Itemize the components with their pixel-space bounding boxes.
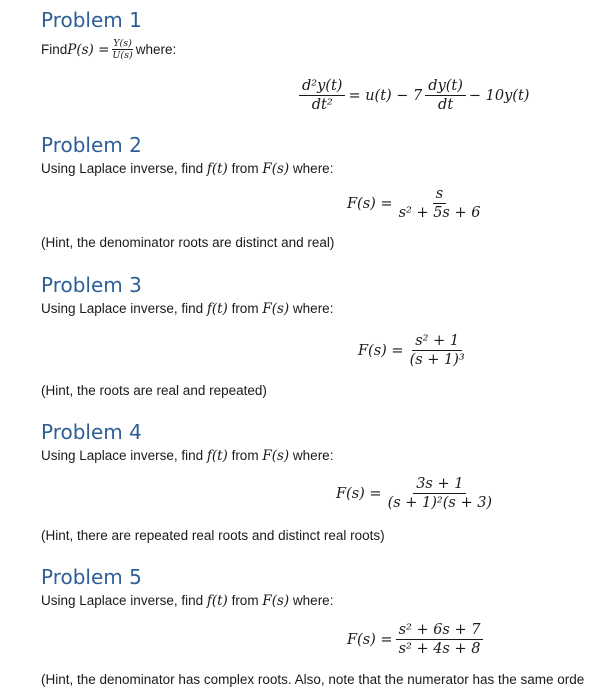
problem-4-equation — [336, 476, 498, 511]
problem-1-ratio-numerator: Y(s) — [113, 38, 132, 49]
problem-4-prompt — [41, 448, 333, 464]
problem-5-prompt-a: Using Laplace inverse, find — [41, 593, 207, 608]
problem-1-prompt — [41, 38, 176, 61]
problem-3-Fs: F(s) — [262, 301, 290, 317]
problem-3-numerator: s² + 1 — [412, 333, 462, 351]
problem-5-prompt — [41, 593, 333, 609]
problem-1-first-derivative — [425, 78, 466, 113]
problem-2-Fs: F(s) — [262, 161, 290, 177]
problem-5-denominator: s² + 4s + 8 — [398, 641, 481, 657]
problem-5-heading: Problem 5 — [41, 565, 142, 589]
problem-1-equation-middle: = u(t) − 7 — [348, 87, 423, 104]
problem-4-Fs: F(s) — [262, 448, 290, 464]
problem-5-prompt-c: where: — [289, 593, 334, 608]
problem-5-ft: f(t) — [206, 593, 228, 609]
problem-2-heading: Problem 2 — [41, 133, 142, 157]
problem-2-prompt — [41, 161, 333, 177]
problem-4-denominator: (s + 1)²(s + 3) — [387, 495, 493, 511]
problem-2-ft: f(t) — [206, 161, 228, 177]
problem-4-heading: Problem 4 — [41, 420, 142, 444]
problem-1-heading: Problem 1 — [41, 8, 142, 32]
problem-3-prompt-c: where: — [289, 301, 334, 316]
problem-1-prompt-prefix: Find — [41, 42, 68, 57]
problem-5-Fs: F(s) — [262, 593, 290, 609]
problem-3-heading: Problem 3 — [41, 273, 142, 297]
problem-2-numerator: s — [433, 186, 446, 204]
problem-3-denominator: (s + 1)³ — [409, 352, 465, 368]
problem-3-hint: (Hint, the roots are real and repeated) — [41, 383, 267, 398]
problem-3-fraction — [407, 333, 468, 368]
problem-1-first-derivative-numerator: dy(t) — [425, 78, 466, 96]
problem-3-prompt — [41, 301, 333, 317]
problem-4-numerator: 3s + 1 — [413, 476, 466, 494]
problem-4-equation-lhs: F(s) = — [336, 485, 382, 502]
problem-4-hint: (Hint, there are repeated real roots and distinct real roots) — [41, 528, 385, 543]
problem-4-prompt-c: where: — [289, 448, 334, 463]
problem-1-first-derivative-denominator: dt — [438, 97, 454, 113]
problem-1-transfer-ratio — [111, 38, 133, 61]
problem-1-equation — [296, 78, 529, 113]
problem-2-equation-lhs: F(s) = — [347, 195, 393, 212]
problem-2-prompt-a: Using Laplace inverse, find — [41, 161, 207, 176]
problem-5-equation-lhs: F(s) = — [347, 631, 393, 648]
problem-1-second-derivative — [299, 78, 345, 113]
problem-5-numerator: s² + 6s + 7 — [396, 622, 484, 640]
problem-1-transfer-function-label: P(s) = — [67, 41, 110, 58]
problem-4-fraction — [385, 476, 496, 511]
problem-2-denominator: s² + 5s + 6 — [398, 205, 481, 221]
problem-5-equation — [347, 622, 486, 657]
problem-2-prompt-c: where: — [289, 161, 334, 176]
problem-5-fraction — [396, 622, 484, 657]
problem-2-prompt-b: from — [227, 161, 263, 176]
problem-5-hint: (Hint, the denominator has complex roots. Also, note that the numerator has the same orde — [41, 672, 585, 687]
problem-5-prompt-b: from — [227, 593, 263, 608]
problem-3-prompt-a: Using Laplace inverse, find — [41, 301, 207, 316]
problem-1-ratio-denominator: U(s) — [112, 50, 133, 61]
problem-3-prompt-b: from — [227, 301, 263, 316]
problem-1-second-derivative-numerator: d²y(t) — [299, 78, 345, 96]
problem-1-second-derivative-denominator: dt² — [311, 97, 333, 113]
problem-2-hint: (Hint, the denominator roots are distinct and real) — [41, 235, 335, 250]
problem-1-equation-tail: − 10y(t) — [468, 87, 530, 104]
problem-4-prompt-b: from — [227, 448, 263, 463]
problem-3-ft: f(t) — [206, 301, 228, 317]
problem-3-equation — [358, 333, 471, 368]
problem-2-equation — [347, 186, 486, 221]
problem-4-ft: f(t) — [206, 448, 228, 464]
problem-1-prompt-suffix: where: — [135, 42, 177, 57]
problem-2-fraction — [396, 186, 484, 221]
problem-3-equation-lhs: F(s) = — [358, 342, 404, 359]
problem-4-prompt-a: Using Laplace inverse, find — [41, 448, 207, 463]
